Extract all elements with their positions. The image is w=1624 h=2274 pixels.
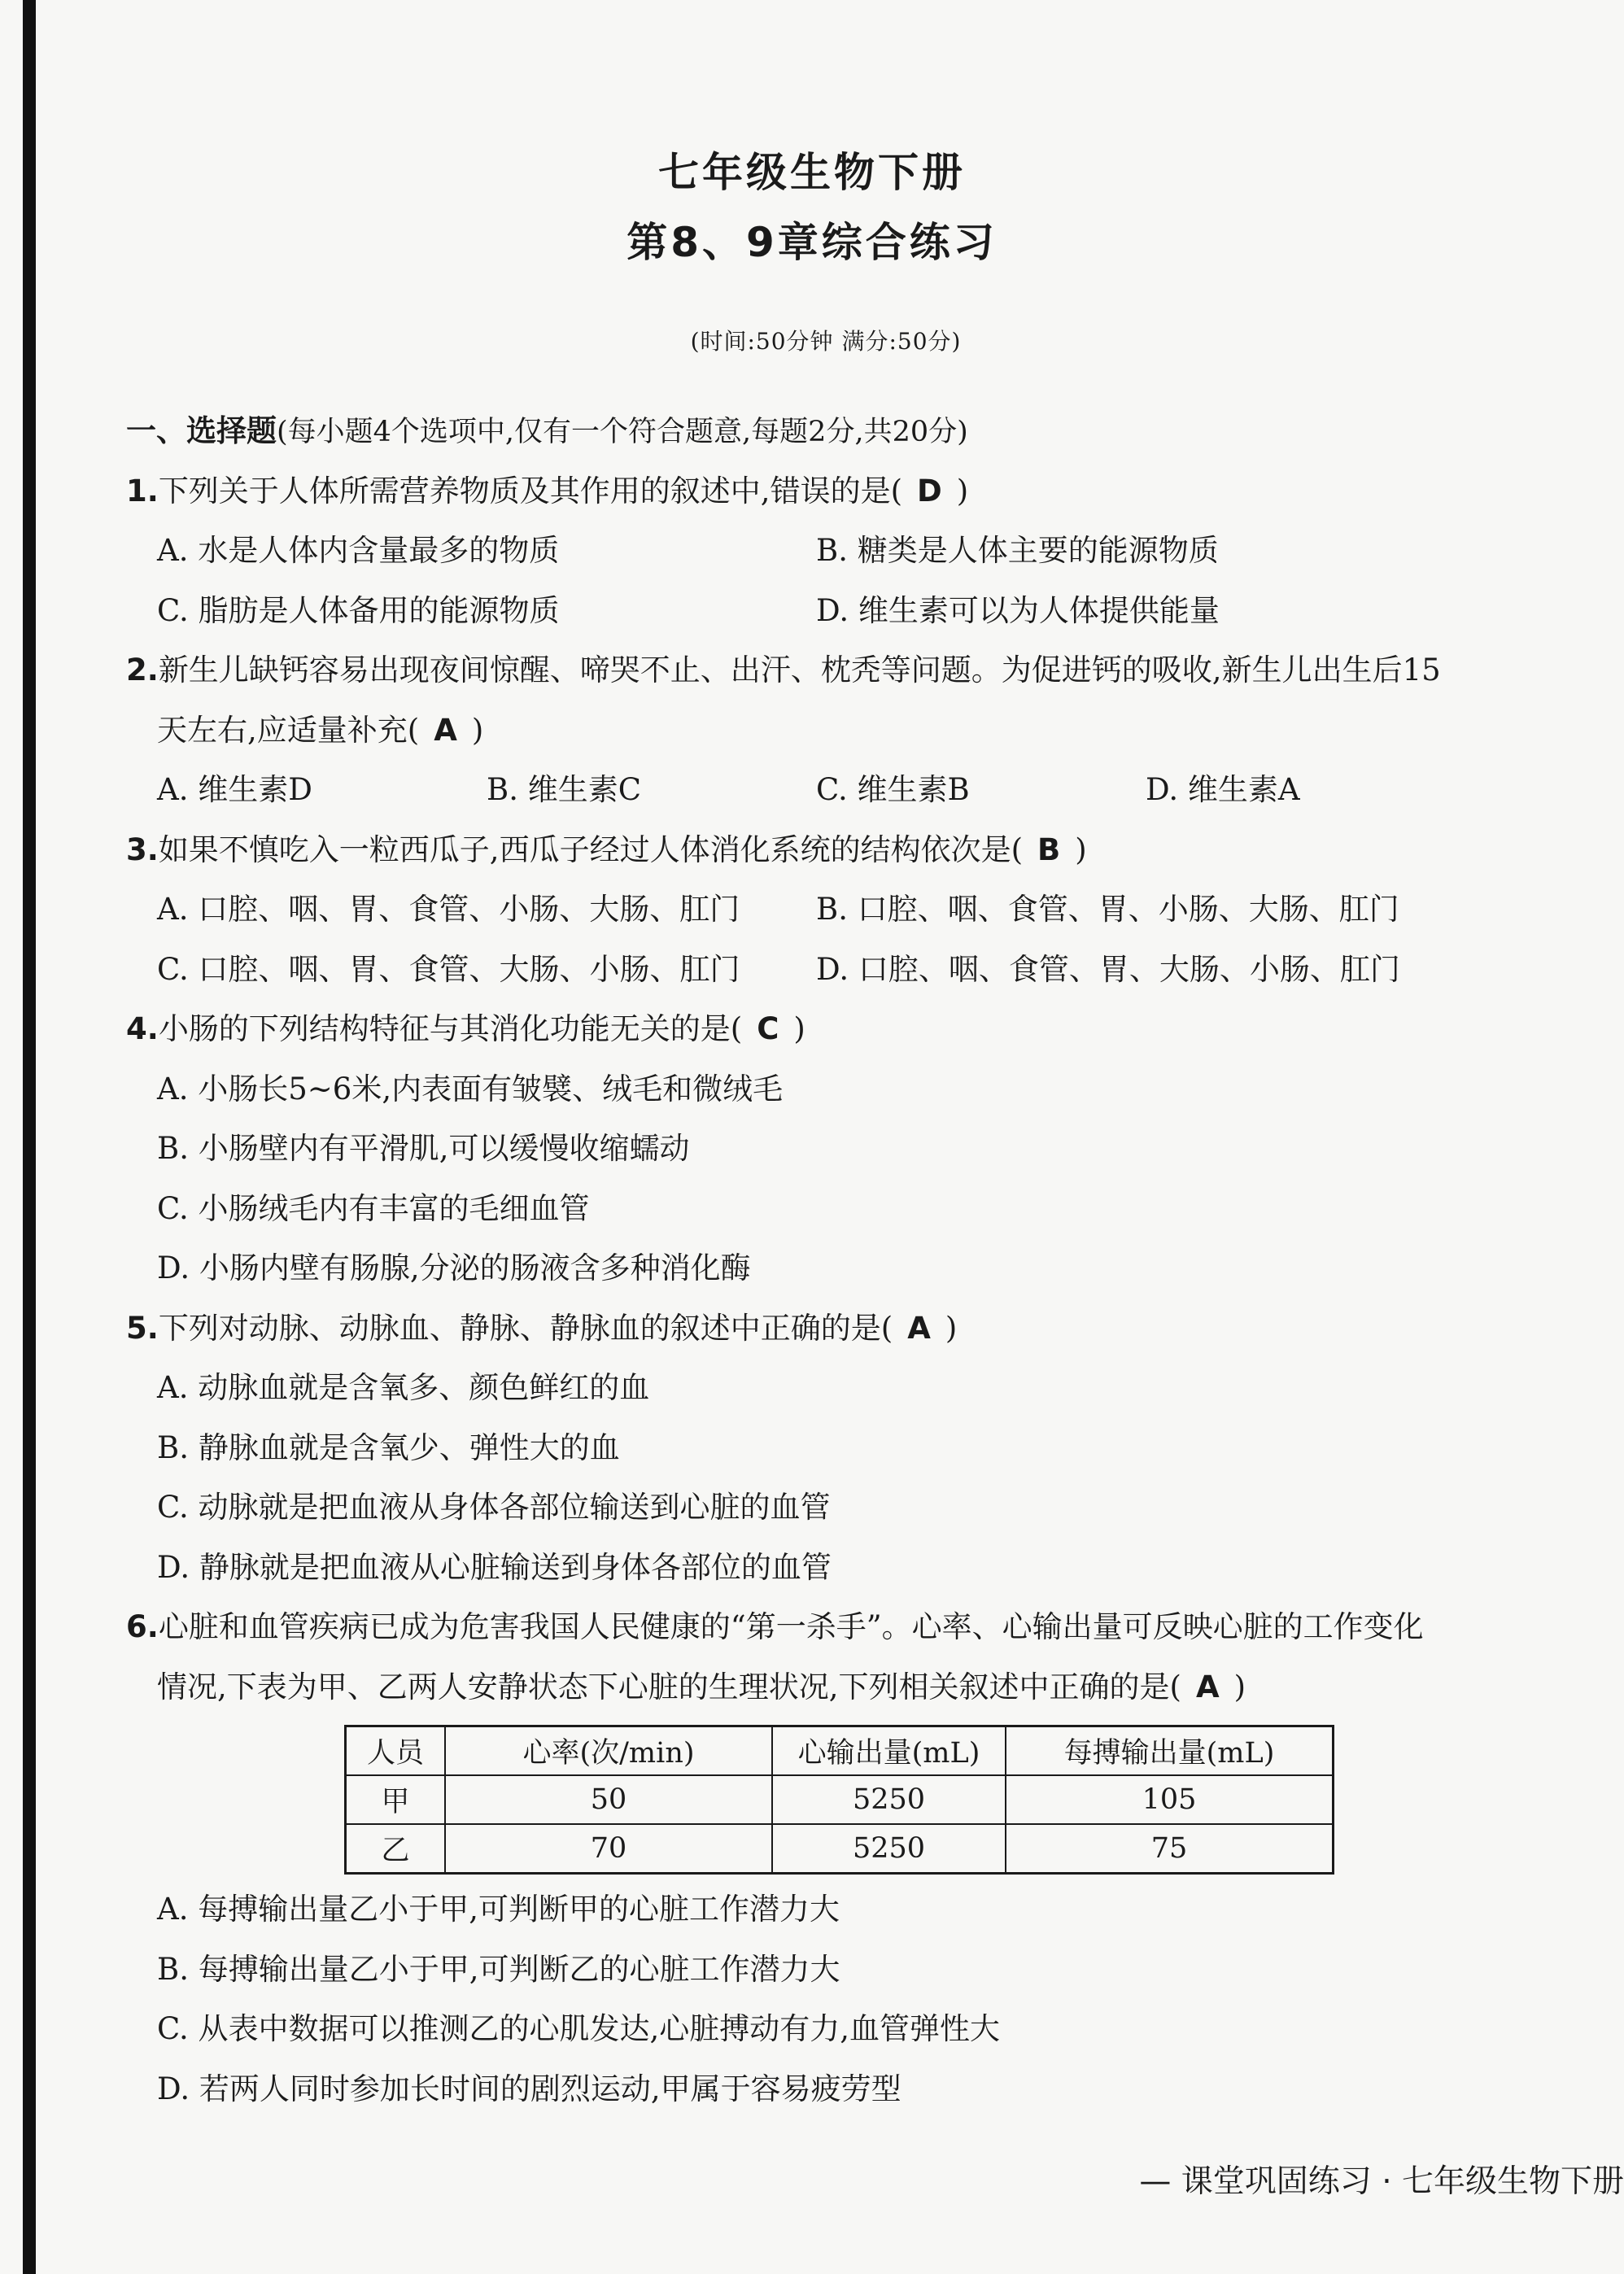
table-row bbox=[346, 1775, 1334, 1824]
option-a: A. 小肠长5~6米,内表面有皱襞、绒毛和微绒毛 bbox=[157, 1071, 784, 1106]
option-d: D. 若两人同时参加长时间的剧烈运动,甲属于容易疲劳型 bbox=[157, 2071, 901, 2106]
question-6 bbox=[126, 1597, 1542, 2119]
option-c: C. 脂肪是人体备用的能源物质 bbox=[157, 592, 560, 628]
option-d: D. 小肠内壁有肠腺,分泌的肠液含多种消化酶 bbox=[157, 1250, 751, 1285]
table-header: 每搏输出量(mL) bbox=[1006, 1726, 1334, 1776]
question-content bbox=[126, 401, 1542, 2119]
question-5 bbox=[126, 1298, 1542, 1598]
section-note: (每小题4个选项中,仅有一个符合题意,每题2分,共20分) bbox=[277, 416, 968, 448]
option-b: B. 口腔、咽、食管、胃、小肠、大肠、肛门 bbox=[816, 892, 1399, 927]
question-stem: 6.心脏和血管疾病已成为危害我国人民健康的“第一杀手”。心率、心输出量可反映心脏的工作变化 bbox=[126, 1609, 1424, 1644]
option-a: A. 动脉血就是含氧多、颜色鲜红的血 bbox=[157, 1370, 650, 1405]
question-number: 6. bbox=[126, 1609, 159, 1644]
option-a: A. 口腔、咽、胃、食管、小肠、大肠、肛门 bbox=[157, 892, 740, 927]
table-cell: 5250 bbox=[772, 1775, 1006, 1824]
question-number: 1. bbox=[126, 473, 159, 508]
section-name: 一、选择题 bbox=[126, 413, 277, 448]
option-c: C. 口腔、咽、胃、食管、大肠、小肠、肛门 bbox=[157, 951, 740, 987]
option-a: A. 每搏输出量乙小于甲,可判断甲的心脏工作潜力大 bbox=[157, 1892, 840, 1927]
option-d: D. 维生素A bbox=[1146, 772, 1300, 807]
option-b: B. 维生素C bbox=[487, 772, 642, 807]
answer-mark: D bbox=[917, 473, 942, 508]
table-header: 心率(次/min) bbox=[445, 1726, 772, 1776]
table-header-row bbox=[346, 1726, 1334, 1776]
exam-meta: (时间:50分钟 满分:50分) bbox=[690, 328, 962, 355]
option-row bbox=[126, 760, 1542, 820]
answer-mark: A bbox=[434, 712, 457, 748]
question-3 bbox=[126, 820, 1542, 1000]
page-footer: — 课堂巩固练习 · 七年级生物下册 bbox=[1139, 2163, 1624, 2200]
option-row bbox=[126, 879, 1542, 940]
table-cell: 5250 bbox=[772, 1824, 1006, 1874]
question-number: 2. bbox=[126, 653, 159, 687]
option-row bbox=[126, 521, 1542, 581]
section-heading bbox=[126, 401, 1542, 461]
option-row bbox=[126, 581, 1542, 641]
table-cell: 70 bbox=[445, 1824, 772, 1874]
option-d: D. 静脉就是把血液从心脏输送到身体各部位的血管 bbox=[157, 1549, 832, 1585]
option-c: C. 从表中数据可以推测乙的心肌发达,心脏搏动有力,血管弹性大 bbox=[157, 2011, 1001, 2046]
table-cell: 75 bbox=[1006, 1824, 1334, 1874]
question-stem: 1.下列关于人体所需营养物质及其作用的叙述中,错误的是( D ) bbox=[126, 473, 969, 508]
table-cell: 乙 bbox=[346, 1824, 446, 1874]
question-stem: 5.下列对动脉、动脉血、静脉、静脉血的叙述中正确的是( A ) bbox=[126, 1310, 958, 1346]
option-b: B. 糖类是人体主要的能源物质 bbox=[816, 533, 1219, 568]
option-b: B. 每搏输出量乙小于甲,可判断乙的心脏工作潜力大 bbox=[157, 1951, 840, 1987]
table-header: 心输出量(mL) bbox=[772, 1726, 1006, 1776]
heart-data-table bbox=[344, 1725, 1334, 1875]
table-header: 人员 bbox=[346, 1726, 446, 1776]
option-b: B. 静脉血就是含氧少、弹性大的血 bbox=[157, 1429, 620, 1465]
option-a: A. 维生素D bbox=[157, 772, 312, 807]
option-c: C. 小肠绒毛内有丰富的毛细血管 bbox=[157, 1190, 590, 1226]
option-c: C. 维生素B bbox=[816, 772, 970, 807]
question-2 bbox=[126, 640, 1542, 820]
table-cell: 105 bbox=[1006, 1775, 1334, 1824]
option-b: B. 小肠壁内有平滑肌,可以缓慢收缩蠕动 bbox=[157, 1131, 690, 1166]
answer-mark: C bbox=[757, 1011, 779, 1046]
question-stem-continued: 情况,下表为甲、乙两人安静状态下心脏的生理状况,下列相关叙述中正确的是( A ) bbox=[157, 1669, 1246, 1704]
question-number: 5. bbox=[126, 1310, 159, 1346]
table-cell: 50 bbox=[445, 1775, 772, 1824]
page-title: 七年级生物下册 bbox=[658, 149, 966, 196]
question-4 bbox=[126, 999, 1542, 1298]
option-c: C. 动脉就是把血液从身体各部位输送到心脏的血管 bbox=[157, 1490, 831, 1525]
table-cell: 甲 bbox=[346, 1775, 446, 1824]
question-number: 3. bbox=[126, 831, 159, 867]
option-row bbox=[126, 940, 1542, 1000]
answer-mark: A bbox=[1195, 1669, 1220, 1704]
question-1 bbox=[126, 461, 1542, 641]
option-a: A. 水是人体内含量最多的物质 bbox=[157, 533, 560, 568]
option-d: D. 维生素可以为人体提供能量 bbox=[816, 592, 1220, 628]
question-stem: 2.新生儿缺钙容易出现夜间惊醒、啼哭不止、出汗、枕秃等问题。为促进钙的吸收,新生儿出生后15 bbox=[126, 653, 1441, 687]
answer-mark: B bbox=[1037, 831, 1061, 867]
question-stem: 3.如果不慎吃入一粒西瓜子,西瓜子经过人体消化系统的结构依次是( B ) bbox=[126, 831, 1087, 867]
question-number: 4. bbox=[126, 1011, 159, 1046]
question-stem-continued: 天左右,应适量补充( A ) bbox=[157, 712, 484, 748]
chapter-title: 第8、9章综合练习 bbox=[626, 219, 998, 266]
question-stem: 4.小肠的下列结构特征与其消化功能无关的是( C ) bbox=[126, 1011, 805, 1046]
option-d: D. 口腔、咽、食管、胃、大肠、小肠、肛门 bbox=[816, 951, 1400, 987]
answer-mark: A bbox=[907, 1310, 931, 1346]
table-row bbox=[346, 1824, 1334, 1874]
